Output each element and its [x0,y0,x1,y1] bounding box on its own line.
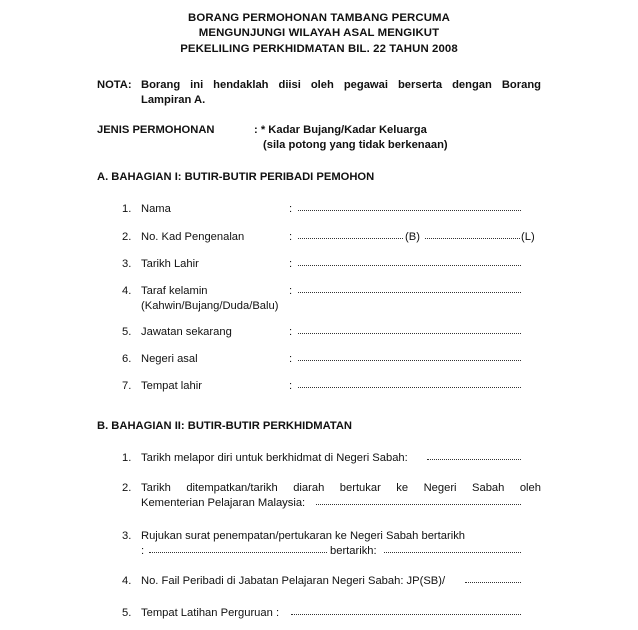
nama-input-line[interactable] [298,202,521,214]
no-fail-input-line[interactable] [465,574,521,586]
item-number: 7. [122,380,132,392]
tarikh-melapor-input-line[interactable] [427,451,521,463]
field-label-tarikh-lahir: Tarikh Lahir [141,258,199,270]
item-number: 2. [122,482,132,494]
field-label-nama: Nama [141,203,171,215]
item-number: 1. [122,203,132,215]
item-number: 4. [122,285,132,297]
section-b-heading: B. BAHAGIAN II: BUTIR-BUTIR PERKHIDMATAN [97,420,353,432]
field-label-negeri-asal: Negeri asal [141,353,198,365]
field-colon: : [289,353,293,365]
taraf-kelamin-input-line[interactable] [298,284,521,296]
form-title-line3: PEKELILING PERKHIDMATAN BIL. 22 TAHUN 2008 [180,43,458,55]
field-colon: : [289,258,293,270]
item-number: 5. [122,607,132,619]
form-title-line1: BORANG PERMOHONAN TAMBANG PERCUMA [188,12,450,24]
field-colon: : [289,285,293,297]
field-label-ic: No. Kad Pengenalan [141,231,245,243]
ic-l-label: (L) [521,231,535,243]
nota-text-line1: Borang ini hendaklah diisi oleh pegawai berserta dengan Borang [141,79,541,91]
item-number: 3. [122,530,132,542]
ic-input-line-2[interactable] [425,230,520,242]
item-number: 3. [122,258,132,270]
tarikh-melapor-label: Tarikh melapor diri untuk berkhidmat di Negeri Sabah: [141,452,408,464]
item-number: 5. [122,326,132,338]
field-label-tempat-lahir: Tempat lahir [141,380,202,392]
form-title-line2: MENGUNJUNGI WILAYAH ASAL MENGIKUT [198,27,440,39]
tempat-lahir-input-line[interactable] [298,379,521,391]
item-number: 2. [122,231,132,243]
tempat-latihan-input-line[interactable] [291,606,521,618]
field-colon: : [289,326,293,338]
jenis-value: : * Kadar Bujang/Kadar Keluarga [254,124,427,136]
section-a-heading: A. BAHAGIAN I: BUTIR-BUTIR PERIBADI PEMOHON [97,171,375,183]
tarikh-ditempatkan-input-line[interactable] [316,496,521,508]
field-label-jawatan: Jawatan sekarang [141,326,232,338]
field-colon: : [289,203,293,215]
jenis-label: JENIS PERMOHONAN [97,124,215,136]
no-fail-label: No. Fail Peribadi di Jabatan Pelajaran Negeri Sabah: JP(SB)/ [141,575,446,587]
negeri-asal-input-line[interactable] [298,352,521,364]
nota-text-line2: Lampiran A. [141,94,206,106]
jenis-note: (sila potong yang tidak berkenaan) [263,139,448,151]
rujukan-surat-input-line[interactable] [149,544,327,556]
bertarikh-input-line[interactable] [384,544,521,556]
field-colon: : [289,231,293,243]
item-number: 1. [122,452,132,464]
item-number: 6. [122,353,132,365]
item-number: 4. [122,575,132,587]
rujukan-surat-label: Rujukan surat penempatan/pertukaran ke Negeri Sabah bertarikh [141,530,466,542]
tarikh-lahir-input-line[interactable] [298,257,521,269]
field-label-taraf-kelamin: Taraf kelamin [141,285,208,297]
jawatan-input-line[interactable] [298,325,521,337]
bertarikh-label: bertarikh: [330,545,377,557]
nota-label: NOTA: [97,79,132,91]
ic-b-label: (B) [405,231,420,243]
tempat-latihan-label: Tempat Latihan Perguruan : [141,607,280,619]
field-colon: : [289,380,293,392]
ic-input-line-1[interactable] [298,230,403,242]
field-colon: : [141,545,145,557]
tarikh-ditempatkan-label-line2: Kementerian Pelajaran Malaysia: [141,497,306,509]
tarikh-ditempatkan-label-line1: Tarikh ditempatkan/tarikh diarah bertukar ke Negeri Sabah oleh [141,482,541,494]
field-sublabel-taraf-kelamin: (Kahwin/Bujang/Duda/Balu) [141,300,279,312]
